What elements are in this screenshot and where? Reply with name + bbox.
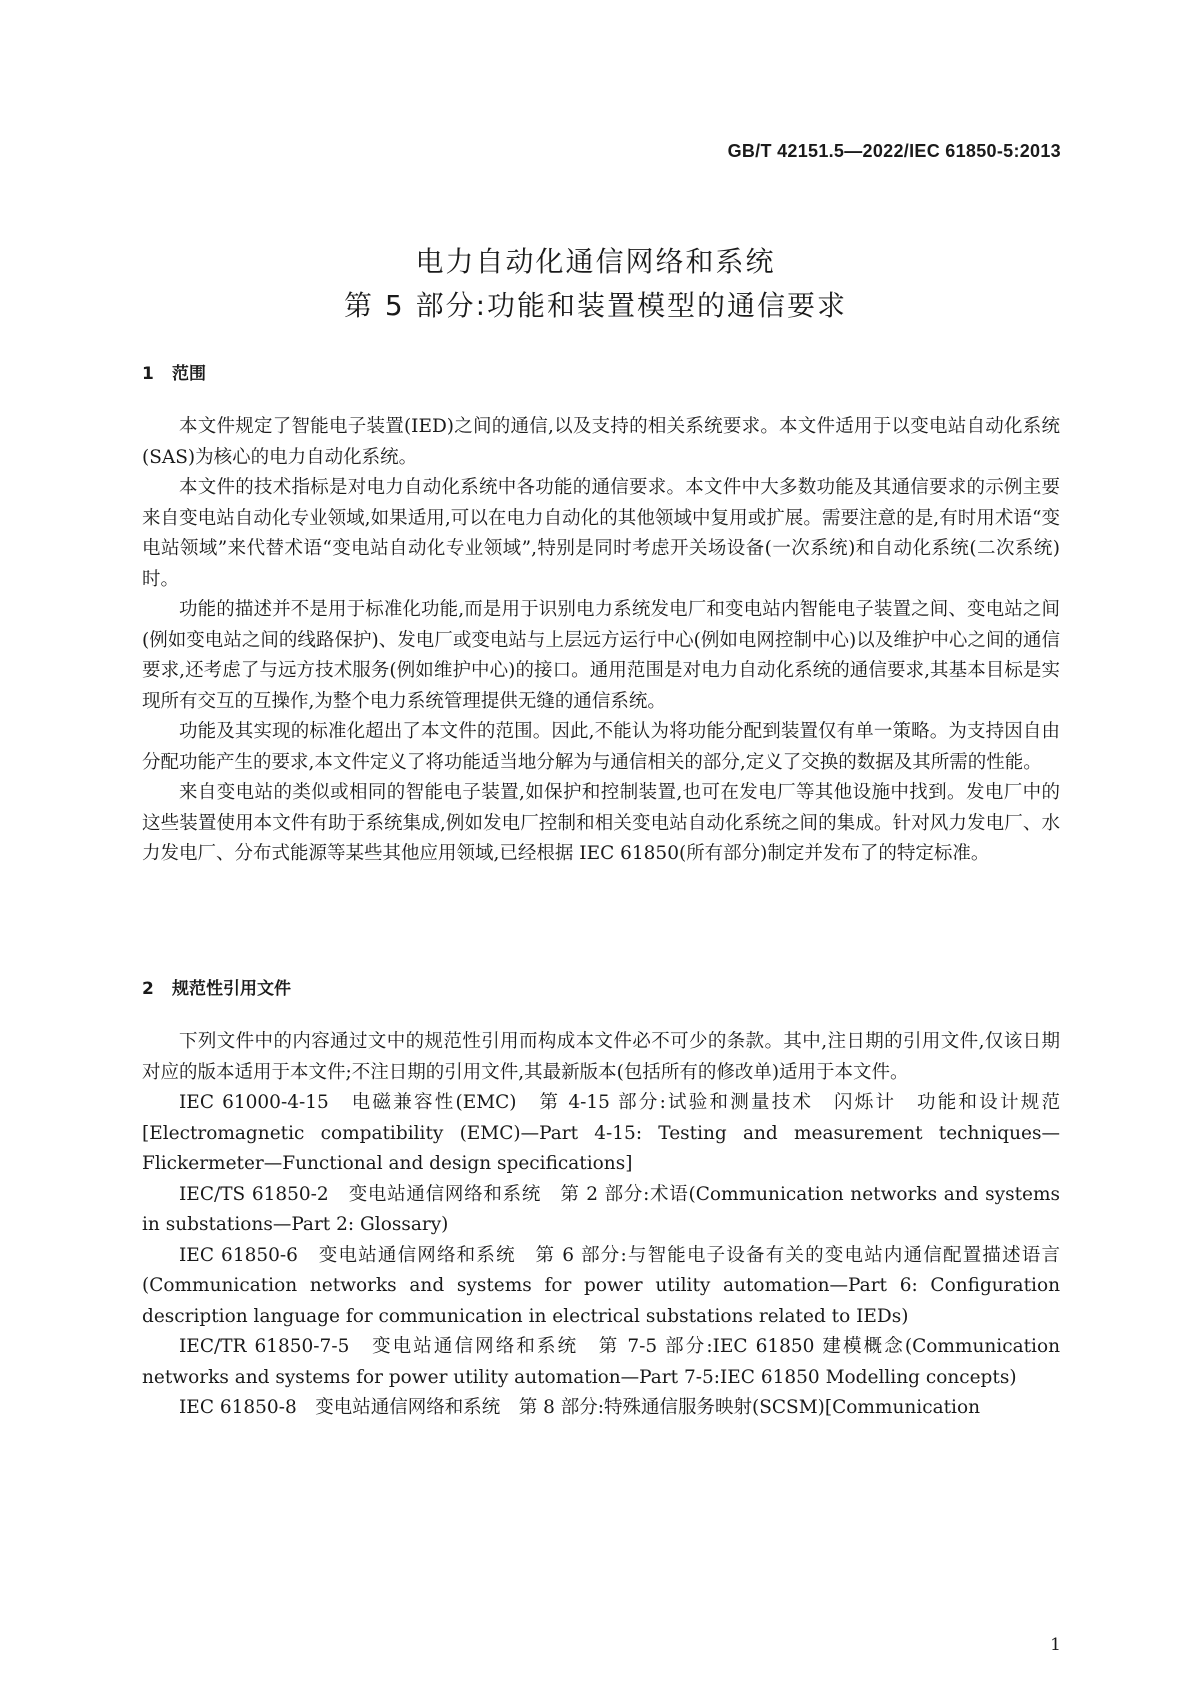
section-1-number: 1 bbox=[142, 364, 154, 384]
reference-item: IEC 61850-8 变电站通信网络和系统 第 8 部分:特殊通信服务映射(SCSM)[Communication bbox=[179, 1397, 981, 1418]
document-title bbox=[0, 240, 1191, 328]
section-1-paragraph: 本文件规定了智能电子装置(IED)之间的通信,以及支持的相关系统要求。本文件适用于以变电站自动化系统(SAS)为核心的电力自动化系统。 bbox=[142, 416, 1060, 468]
section-2-intro: 下列文件中的内容通过文中的规范性引用而构成本文件必不可少的条款。其中,注日期的引用文件,仅该日期对应的版本适用于本文件;不注日期的引用文件,其最新版本(包括所有的修改单)适用于本文件。 bbox=[142, 1031, 1060, 1083]
section-1-paragraph: 功能的描述并不是用于标准化功能,而是用于识别电力系统发电厂和变电站内智能电子装置之间、变电站之间(例如变电站之间的线路保护)、发电厂或变电站与上层远方运行中心(例如电网控制中心)以及维护中心之间的通信要求,还考虑了与远方技术服务(例如维护中心)的接口。通用范围是对电力自动化系统的通信要求,其基本目标是实现所有交互的互操作,为整个电力系统管理提供无缝的通信系统。 bbox=[142, 599, 1060, 712]
section-2-number: 2 bbox=[142, 979, 154, 999]
standard-number: GB/T 42151.5—2022/IEC 61850-5:2013 bbox=[727, 141, 1061, 161]
document-title-line-1: 电力自动化通信网络和系统 bbox=[415, 245, 776, 278]
page-number: 1 bbox=[1050, 1635, 1061, 1655]
section-1-paragraph: 来自变电站的类似或相同的智能电子装置,如保护和控制装置,也可在发电厂等其他设施中找到。发电厂中的这些装置使用本文件有助于系统集成,例如发电厂控制和相关变电站自动化系统之间的集成。针对风力发电厂、水力发电厂、分布式能源等某些其他应用领域,已经根据 IEC 61850(所有部分)制定并发布了的特定标准。 bbox=[142, 782, 1060, 864]
section-1-paragraph: 功能及其实现的标准化超出了本文件的范围。因此,不能认为将功能分配到装置仅有单一策略。为支持因自由分配功能产生的要求,本文件定义了将功能适当地分解为与通信相关的部分,定义了交换的数据及其所需的性能。 bbox=[142, 721, 1060, 773]
section-1-heading bbox=[142, 359, 206, 384]
document-title-line-2: 第 5 部分:功能和装置模型的通信要求 bbox=[343, 289, 848, 322]
section-1-body bbox=[142, 412, 1060, 870]
section-2-heading bbox=[142, 974, 291, 999]
reference-item: IEC 61000-4-15 电磁兼容性(EMC) 第 4-15 部分:试验和测量技术 闪烁计 功能和设计规范[Electromagnetic compatibility (EMC)—Part 4-15: Testing and measurement techniques—Flickermeter—Functional and design specifications] bbox=[142, 1092, 1060, 1174]
section-2-title: 规范性引用文件 bbox=[172, 979, 291, 999]
reference-item: IEC/TS 61850-2 变电站通信网络和系统 第 2 部分:术语(Communication networks and systems in substations—Part 2: Glossary) bbox=[142, 1183, 1060, 1235]
section-2-body bbox=[142, 1027, 1060, 1424]
reference-item: IEC 61850-6 变电站通信网络和系统 第 6 部分:与智能电子设备有关的变电站内通信配置描述语言(Communication networks and systems for power utility automation—Part 6: Configuration description language for communication in electrical substations related to IEDs) bbox=[142, 1244, 1060, 1327]
section-1-title: 范围 bbox=[172, 364, 206, 384]
section-1-paragraph: 本文件的技术指标是对电力自动化系统中各功能的通信要求。本文件中大多数功能及其通信要求的示例主要来自变电站自动化专业领域,如果适用,可以在电力自动化的其他领域中复用或扩展。需要注意的是,有时用术语“变电站领域”来代替术语“变电站自动化专业领域”,特别是同时考虑开关场设备(一次系统)和自动化系统(二次系统)时。 bbox=[142, 477, 1060, 590]
reference-item: IEC/TR 61850-7-5 变电站通信网络和系统 第 7-5 部分:IEC 61850 建模概念(Communication networks and systems for power utility automation—Part 7-5:IEC 61850 Modelling concepts) bbox=[142, 1336, 1060, 1388]
